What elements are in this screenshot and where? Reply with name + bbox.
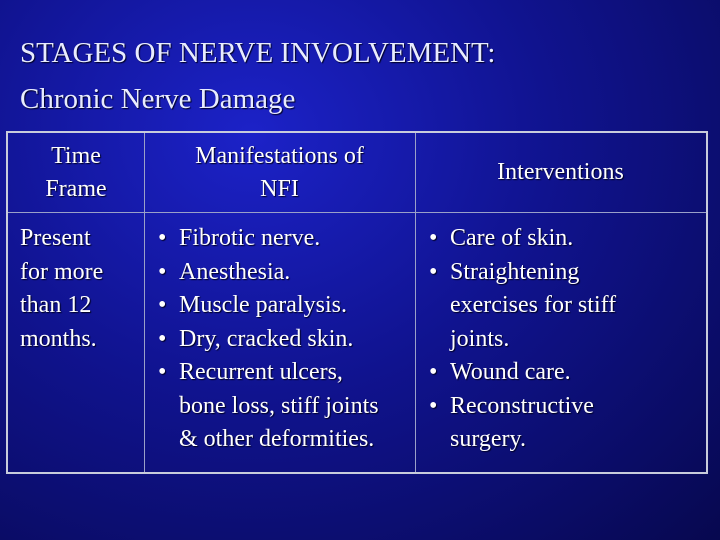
bullet-icon: • xyxy=(429,225,438,251)
manifestations-cell xyxy=(144,222,415,457)
item-line: exercises for stiff xyxy=(450,292,617,318)
cell-line: for more xyxy=(20,258,104,285)
interventions-cell xyxy=(415,222,706,457)
item-line: & other deformities. xyxy=(179,426,375,452)
stages-table xyxy=(6,131,708,474)
header-line: Time xyxy=(51,142,101,169)
item-line: surgery. xyxy=(450,426,526,452)
list-item xyxy=(158,356,415,457)
bullet-icon: • xyxy=(429,359,438,385)
item-line: Reconstructive xyxy=(450,392,594,419)
header-line: Frame xyxy=(45,175,107,202)
cell-line: Present xyxy=(20,225,91,251)
interventions-header xyxy=(415,133,706,212)
title-line-1: STAGES OF NERVE INVOLVEMENT: xyxy=(20,37,496,69)
time-frame-cell xyxy=(8,222,144,356)
bullet-icon: • xyxy=(158,292,167,318)
time-frame-header xyxy=(8,133,144,212)
list-item xyxy=(429,356,706,390)
item-line: Straightening xyxy=(450,258,580,285)
bullet-icon: • xyxy=(158,359,167,385)
list-item xyxy=(158,222,415,256)
cell-line: months. xyxy=(20,325,97,352)
list-item xyxy=(158,289,415,323)
bullet-icon: • xyxy=(429,258,438,285)
manifestations-header xyxy=(144,133,415,212)
item-line: Fibrotic nerve. xyxy=(179,225,321,251)
time-frame-column xyxy=(8,133,144,472)
manifestations-column xyxy=(144,133,415,472)
manifestations-list xyxy=(144,222,415,457)
item-line: Recurrent ulcers, xyxy=(179,359,343,385)
item-line: bone loss, stiff joints xyxy=(179,392,379,419)
list-item xyxy=(429,390,706,457)
cell-line: than 12 xyxy=(20,292,92,318)
item-line: joints. xyxy=(450,325,510,352)
list-item xyxy=(429,222,706,256)
list-item xyxy=(158,256,415,290)
header-line: Interventions xyxy=(497,159,624,185)
item-line: Anesthesia. xyxy=(179,258,291,285)
header-line: Manifestations of xyxy=(195,142,364,169)
bullet-icon: • xyxy=(158,225,167,251)
interventions-list xyxy=(415,222,706,457)
bullet-icon: • xyxy=(158,258,167,285)
item-line: Dry, cracked skin. xyxy=(179,325,354,352)
list-item xyxy=(429,256,706,357)
header-line: NFI xyxy=(260,175,299,202)
list-item xyxy=(158,323,415,357)
title-line-2: Chronic Nerve Damage xyxy=(20,83,296,115)
bullet-icon: • xyxy=(158,325,167,352)
slide-title xyxy=(20,30,495,122)
item-line: Care of skin. xyxy=(450,225,574,251)
item-line: Muscle paralysis. xyxy=(179,292,347,318)
bullet-icon: • xyxy=(429,392,438,419)
interventions-column xyxy=(415,133,706,472)
item-line: Wound care. xyxy=(450,359,571,385)
